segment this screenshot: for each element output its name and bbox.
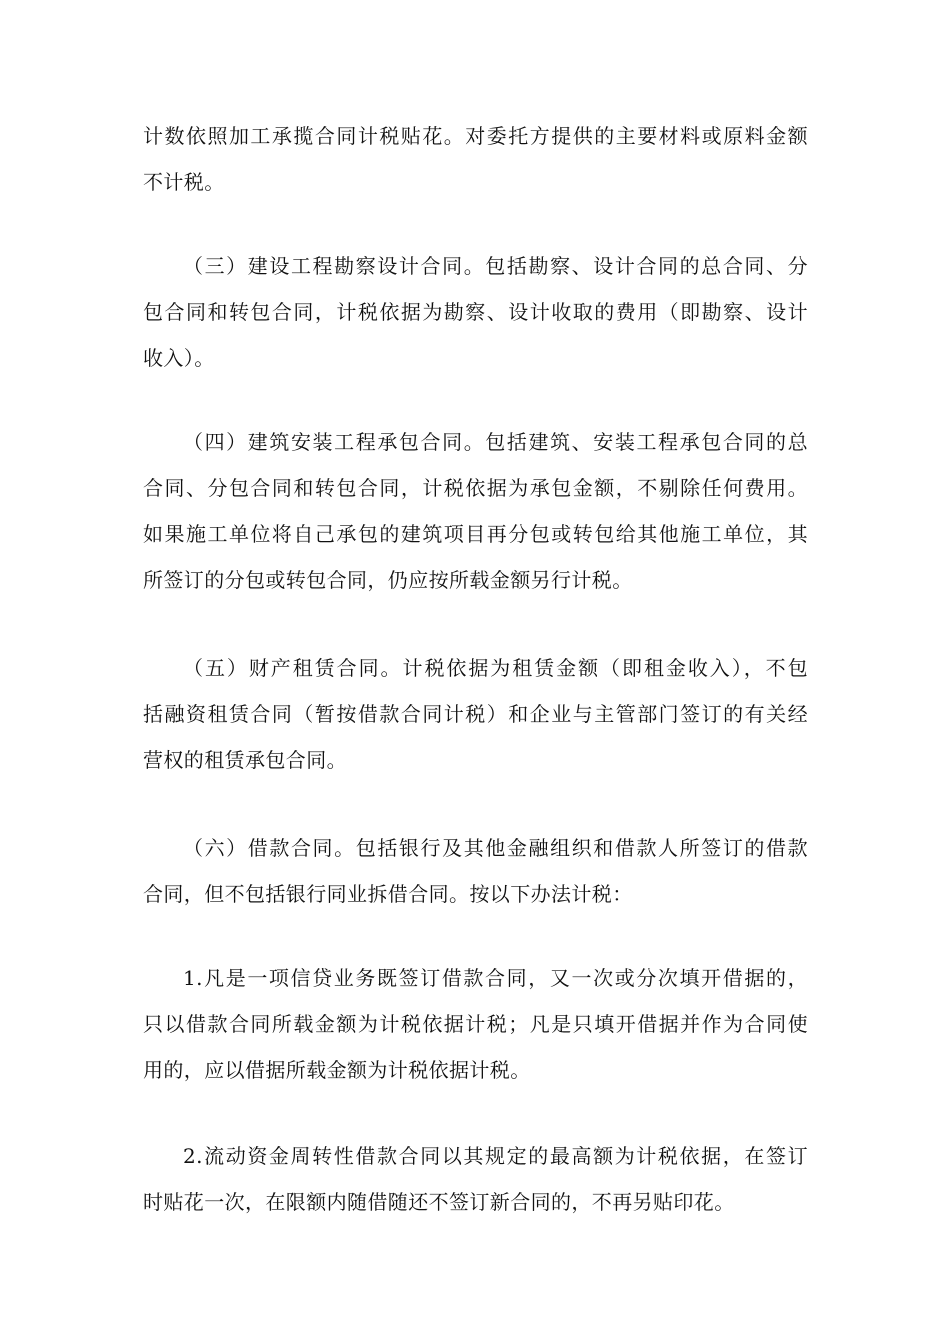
text-line: 计数依照加工承揽合同计税贴花。对委托方提供的主要材料或原料金额 xyxy=(143,124,808,148)
text-line: 不计税。 xyxy=(143,170,225,194)
text-line: 括融资租赁合同（暂按借款合同计税）和企业与主管部门签订的有关经 xyxy=(143,702,808,726)
text-line: 用的，应以借据所载金额为计税依据计税。 xyxy=(143,1058,531,1082)
paragraph-processing-contract-continuation xyxy=(143,113,808,205)
text-line: 营权的租赁承包合同。 xyxy=(143,748,347,772)
paragraph-property-lease-contract xyxy=(143,645,808,783)
text-line: 2.流动资金周转性借款合同以其规定的最高额为计税依据，在签订 xyxy=(183,1144,808,1168)
text-line: 收入）。 xyxy=(143,346,215,370)
paragraph-construction-contract xyxy=(143,419,808,603)
text-line: 合同，但不包括银行同业拆借合同。按以下办法计税： xyxy=(143,882,633,906)
text-line: 时贴花一次，在限额内随借随还不签订新合同的，不再另贴印花。 xyxy=(143,1190,735,1214)
text-line: 包合同和转包合同，计税依据为勘察、设计收取的费用（即勘察、设计 xyxy=(143,300,808,324)
paragraph-loan-rule-2 xyxy=(143,1133,808,1225)
text-line: （四）建筑安装工程承包合同。包括建筑、安装工程承包合同的总 xyxy=(183,430,808,454)
text-line: 所签订的分包或转包合同，仍应按所载金额另行计税。 xyxy=(143,568,633,592)
paragraph-survey-design-contract xyxy=(143,243,808,381)
text-line: （五）财产租赁合同。计税依据为租赁金额（即租金收入），不包 xyxy=(183,656,808,680)
text-line: 只以借款合同所载金额为计税依据计税；凡是只填开借据并作为合同使 xyxy=(143,1012,808,1036)
paragraph-loan-rule-1 xyxy=(143,955,808,1093)
text-line: 如果施工单位将自己承包的建筑项目再分包或转包给其他施工单位，其 xyxy=(143,522,808,546)
paragraph-loan-contract xyxy=(143,825,808,917)
text-line: 1.凡是一项信贷业务既签订借款合同，又一次或分次填开借据的， xyxy=(183,966,808,990)
text-line: （三）建设工程勘察设计合同。包括勘察、设计合同的总合同、分 xyxy=(183,254,808,278)
text-line: （六）借款合同。包括银行及其他金融组织和借款人所签订的借款 xyxy=(183,836,808,860)
text-line: 合同、分包合同和转包合同，计税依据为承包金额，不剔除任何费用。 xyxy=(143,476,808,500)
